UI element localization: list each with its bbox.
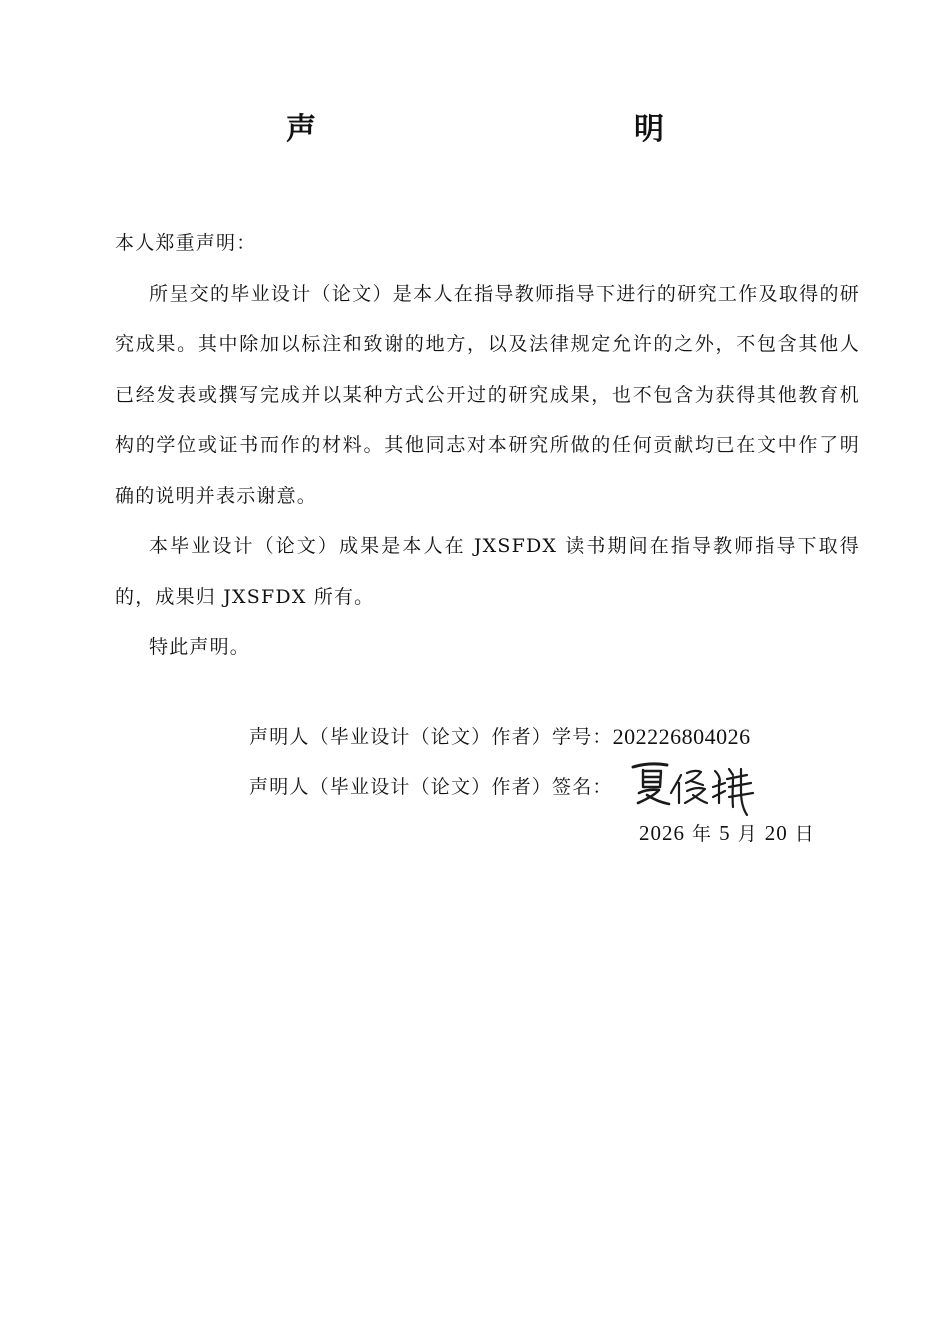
student-id-label: 声明人（毕业设计（论文）作者）学号： [249, 726, 613, 748]
signature-line [249, 757, 759, 812]
signature-label: 声明人（毕业设计（论文）作者）签名： [249, 776, 613, 798]
handwritten-signature [629, 757, 759, 817]
student-id-value: 202226804026 [612, 724, 751, 749]
declaration-body [115, 218, 860, 673]
signature-name-text: 夏俊雄 [628, 757, 636, 758]
student-id-line [249, 712, 759, 762]
closing-line: 特此声明。 [149, 636, 251, 658]
date-month: 5 [719, 821, 731, 845]
date-month-unit: 月 [737, 823, 758, 845]
date-year: 2026 [639, 821, 685, 845]
paragraph-research-statement: 所呈交的毕业设计（论文）是本人在指导教师指导下进行的研究工作及取得的研究成果。其中除加以标注和致谢的地方，以及法律规定允许的之外，不包含其他人已经发表或撰写完成并以某种方式公开过的研究成果，也不包含为获得其他教育机构的学位或证书而作的材料。其他同志对本研究所做的任何贡献均已在文中作了明确的说明并表示谢意。 [115, 282, 860, 507]
paragraph-ownership: 本毕业设计（论文）成果是本人在 JXSFDX 读书期间在指导教师指导下取得的，成果归 JXSFDX 所有。 [115, 535, 860, 608]
signature-date [639, 813, 815, 854]
page-title: 声 明 [286, 112, 750, 147]
date-day: 20 [764, 821, 788, 845]
date-year-unit: 年 [692, 823, 713, 845]
opening-line: 本人郑重声明： [115, 232, 257, 254]
signature-block [249, 712, 759, 812]
date-day-unit: 日 [794, 823, 815, 845]
